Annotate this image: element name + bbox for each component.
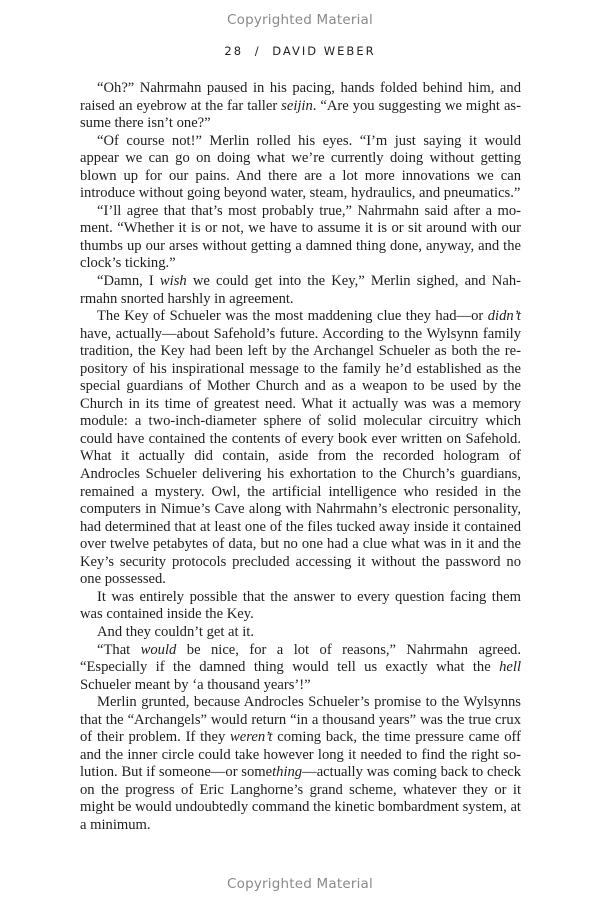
watermark-top: Copyrighted Material (227, 12, 373, 28)
text-run: have, actually—about Safehold’s future. According to the Wylsynn family tradition, the Key had been left by the Archangel Schueler as both the repository of his inspirational message to the family he’d established as the special guardians of Mother Church and as a weapon to be used by the Church in its time of greatest need. What it actually was was a memory module: a two-inch-diameter sphere of solid molecular circuitry which could have contained the contents of every book ever written on Safehold. What it actually did contain, aside from the recorded hologram of Androcles Schueler delivering his exhortation to the Church’s guardians, remained a mystery. Owl, the artificial intelligence who resided in the computers in Nimue’s Cave along with Nahrmahn’s electronic personality, had determined that at least one of the files tucked away inside it contained over twelve petabytes of data, but no one had a clue what was in it and the Key’s security protocols precluded accessing it without the password no one possessed. (80, 325, 521, 588)
text-run: The Key of Schueler was the most maddening clue they had—or (97, 308, 488, 325)
paragraph (80, 589, 521, 624)
paragraph (80, 308, 521, 589)
italic-text: thing (272, 764, 303, 781)
text-run: “I’ll agree that that’s most probably true,” Nahrmahn said after a moment. “Whether it is or not, we have to assume it is or sit around with our thumbs up our arses without getting a damned thing done, anyway, and the clock’s ticking.” (80, 202, 521, 272)
paragraph (80, 624, 521, 642)
text-run: —actually was coming back to check on the progress of Eric Langhorne’s grand scheme, whatever they or it might be would undoubtedly command the kinetic bombardment system, at a minimum. (80, 764, 521, 833)
text-run: It was entirely possible that the answer to every question facing them was contained inside the Key. (80, 588, 521, 623)
italic-text: wish (159, 273, 187, 290)
paragraph (80, 80, 521, 133)
paragraph (80, 203, 521, 273)
page-number: 28 (224, 44, 244, 58)
text-run: “Of course not!” Merlin rolled his eyes. “I’m just saying it would appear we can go on doing what we’re currently doing without getting blown up for our pains. And there are a lot more innovations we can introduce without going beyond water, steam, hydraulics, and pneumatics.” (80, 132, 521, 202)
italic-text: weren’t (230, 729, 273, 746)
running-head-author: DAVID WEBER (272, 44, 376, 58)
text-run: And they couldn’t get at it. (97, 623, 254, 640)
paragraph (80, 133, 521, 203)
running-head (0, 44, 600, 58)
italic-text: would (140, 641, 177, 658)
italic-text: hell (499, 659, 521, 676)
paragraph (80, 642, 521, 695)
text-run: coming back, the time pressure came off and the inner circle could take however long it needed to find the right solution. But if someone—or some (80, 729, 521, 781)
running-head-separator: / (254, 44, 261, 58)
watermark-bottom: Copyrighted Material (227, 876, 373, 892)
text-run: “That (97, 641, 141, 658)
text-run: “Oh?” Nahrmahn paused in his pacing, hands folded behind him, and raised an eyebrow at the far taller (80, 80, 521, 114)
italic-text: didn’t (487, 308, 521, 325)
body-text (80, 80, 521, 835)
text-run: Merlin grunted, because Androcles Schueler’s promise to the Wylsynns that the “Archangels” would return “in a thousand years” was the true crux of their problem. If they (80, 694, 521, 746)
text-run: “Damn, I (97, 273, 160, 290)
text-run: . “Are you suggesting we might assume there isn’t one?” (80, 97, 521, 132)
paragraph (80, 694, 521, 834)
text-run: be nice, for a lot of reasons,” Nahrmahn agreed. “Especially if the damned thing would tell us exactly what the (80, 641, 521, 676)
text-run: we could get into the Key,” Merlin sighed, and Nahrmahn snorted harshly in agreement. (80, 273, 521, 307)
text-run: Schueler meant by ‘a thousand years’!” (80, 676, 311, 693)
italic-text: seijin (281, 97, 313, 114)
paragraph (80, 273, 521, 308)
